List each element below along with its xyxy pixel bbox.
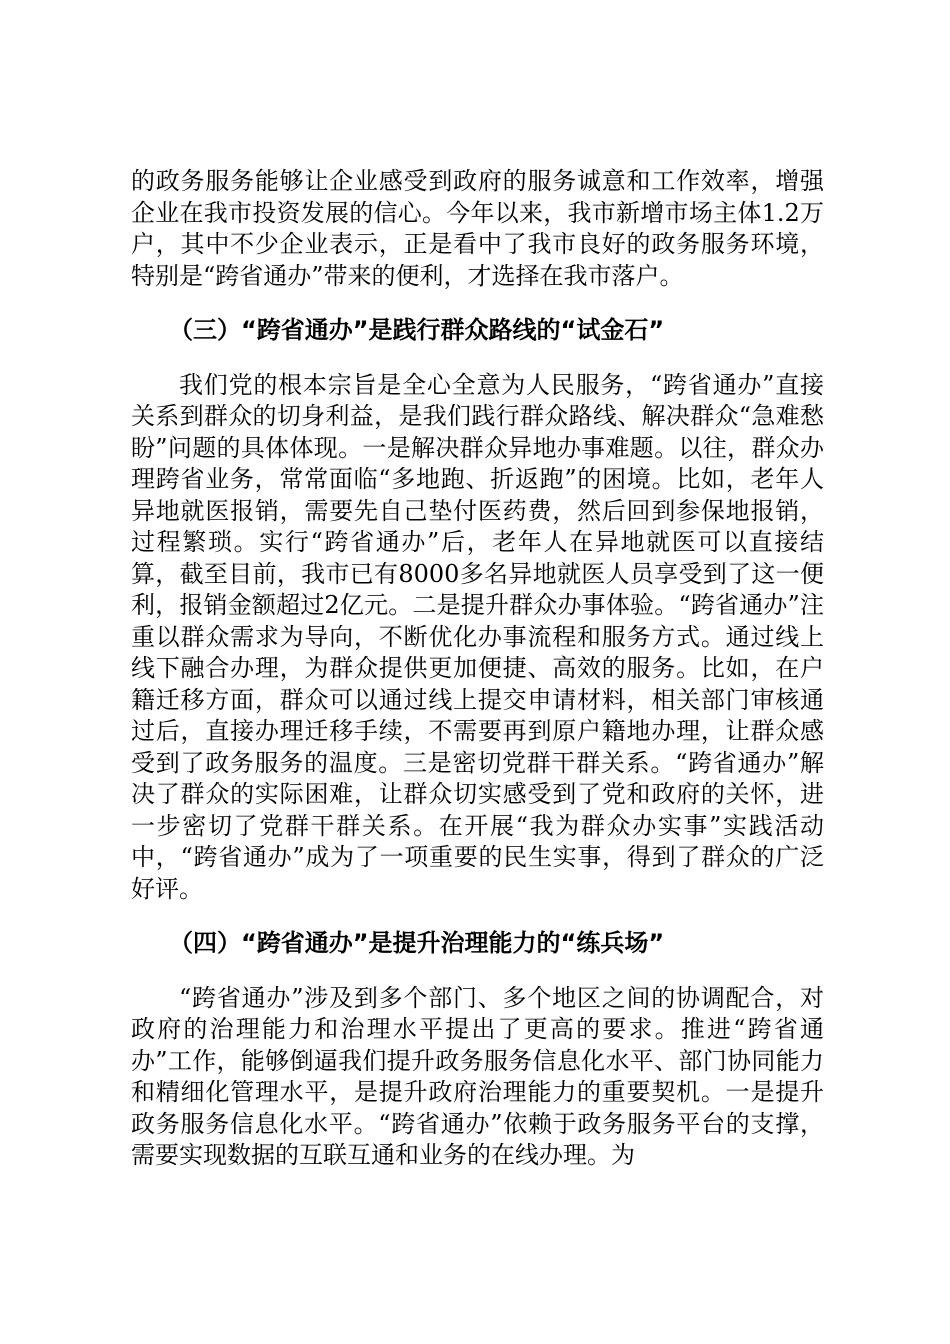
paragraph-continuation: 的政务服务能够让企业感受到政府的服务诚意和工作效率，增强企业在我市投资发展的信心。今年以来，我市新增市场主体1.2万户，其中不少企业表示，正是看中了我市良好的政务服务环境，特别是“跨省通办”带来的便利，才选择在我市落户。 — [131, 167, 824, 290]
paragraph-section-3: 我们党的根本宗旨是全心全意为人民服务，“跨省通办”直接关系到群众的切身利益，是我们践行群众路线、解决群众“急难愁盼”问题的具体体现。一是解决群众异地办事难题。以往，群众办理跨省业务，常常面临“多地跑、折返跑”的困境。比如，老年人异地就医报销，需要先自己垫付医药费，然后回到参保地报销，过程繁琐。实行“跨省通办”后，老年人在异地就医可以直接结算，截至目前，我市已有8000多名异地就医人员享受到了这一便利，报销金额超过2亿元。二是提升群众办事体验。“跨省通办”注重以群众需求为导向，不断优化办事流程和服务方式。通过线上线下融合办理，为群众提供更加便捷、高效的服务。比如，在户籍迁移方面，群众可以通过线上提交申请材料，相关部门审核通过后，直接办理迁移手续，不需要再到原户籍地办理，让群众感受到了政务服务的温度。三是密切党群干群关系。“跨省通办”解决了群众的实际困难，让群众切实感受到了党和政府的关怀，进一步密切了党群干群关系。在开展“我为群众办实事”实践活动中，“跨省通办”成为了一项重要的民生实事，得到了群众的广泛好评。 — [131, 370, 824, 903]
section-heading-3: （三）“跨省通办”是践行群众路线的“试金石” — [169, 316, 665, 344]
document-body — [131, 166, 824, 1172]
section-heading-4: （四）“跨省通办”是提升治理能力的“练兵场” — [169, 929, 665, 957]
paragraph-section-4: “跨省通办”涉及到多个部门、多个地区之间的协调配合，对政府的治理能力和治理水平提出了更高的要求。推进“跨省通办”工作，能够倒逼我们提升政务服务信息化水平、部门协同能力和精细化管理水平，是提升政府治理能力的重要契机。一是提升政务服务信息化水平。“跨省通办”依赖于政务服务平台的支撑，需要实现数据的互联互通和业务的在线办理。为 — [131, 983, 824, 1169]
